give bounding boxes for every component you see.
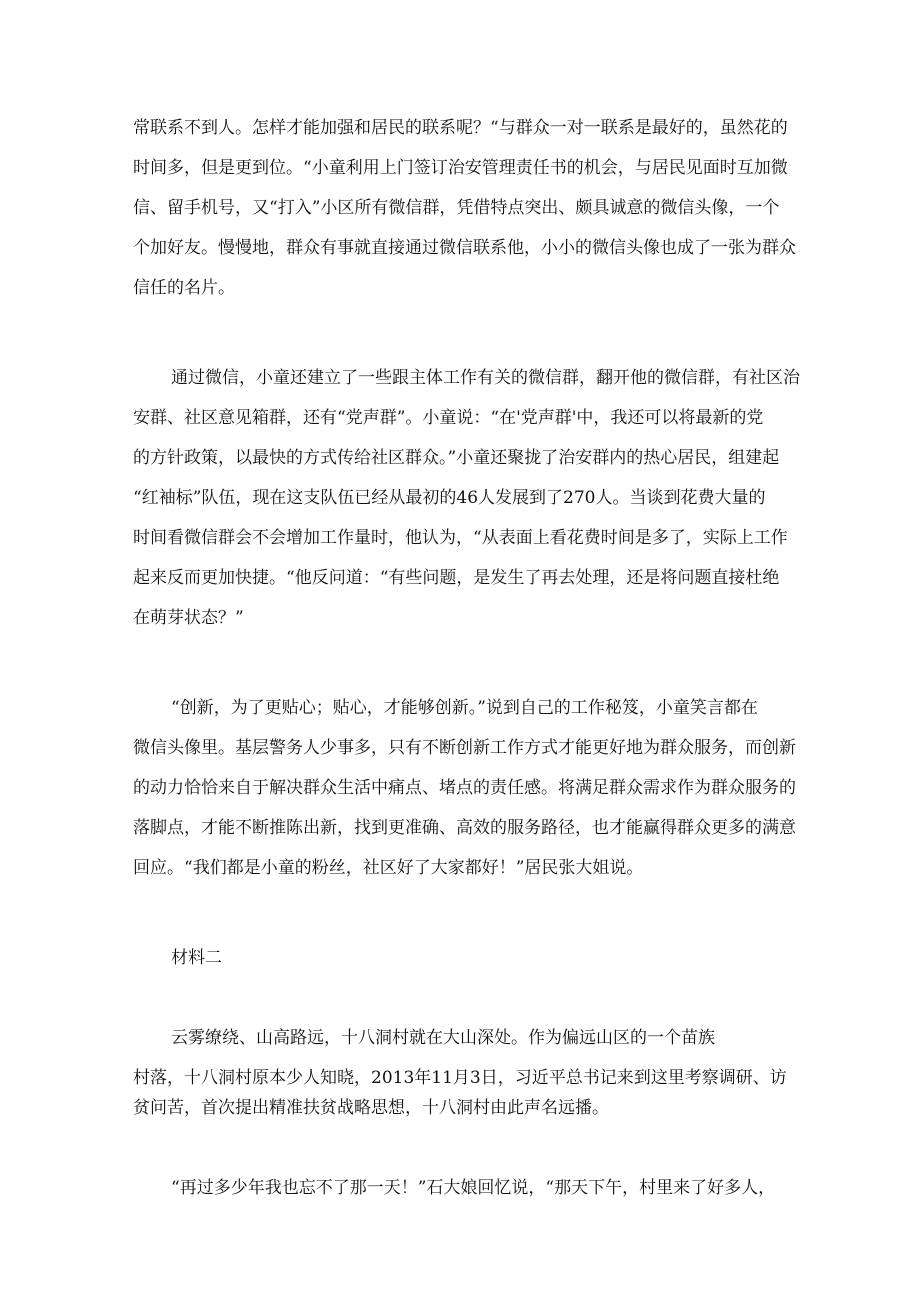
text-line: 常联系不到人。怎样才能加强和居民的联系呢？“与群众一对一联系是最好的，虽然花的 bbox=[133, 118, 788, 138]
text-line: 微信头像里。基层警务人少事多，只有不断创新工作方式才能更好地为群众服务，而创新 bbox=[133, 738, 796, 758]
text-line: 的方针政策，以最快的方式传给社区群众。”小童还聚拢了治安群内的热心居民，组建起 bbox=[133, 448, 780, 468]
text-line: 贫问苦，首次提出精准扶贫战略思想，十八洞村由此声名远播。 bbox=[133, 1098, 609, 1118]
text-line: 的动力恰恰来自于解决群众生活中痛点、堵点的责任感。将满足群众需求作为群众服务的 bbox=[133, 778, 796, 798]
text-line: 时间看微信群会不会增加工作量时，他认为，“从表面上看花费时间是多了，实际上工作 bbox=[133, 528, 788, 548]
text-line: 信任的名片。 bbox=[133, 278, 235, 298]
section-heading: 材料二 bbox=[171, 948, 222, 968]
text-line: 通过微信，小童还建立了一些跟主体工作有关的微信群，翻开他的微信群，有社区治 bbox=[171, 368, 800, 388]
text-line: 起来反而更加快捷。“他反问道：“有些问题，是发生了再去处理，还是将问题直接杜绝 bbox=[133, 568, 780, 588]
text-line: 个加好友。慢慢地，群众有事就直接通过微信联系他，小小的微信头像也成了一张为群众 bbox=[133, 238, 796, 258]
text-line: “创新，为了更贴心；贴心，才能够创新。”说到自己的工作秘笈，小童笑言都在 bbox=[171, 698, 758, 718]
text-line: 村落，十八洞村原本少人知晓，2013年11月3日，习近平总书记来到这里考察调研、访 bbox=[133, 1068, 787, 1088]
text-line: “再过多少年我也忘不了那一天！”石大娘回忆说，“那天下午，村里来了好多人， bbox=[171, 1178, 776, 1198]
text-line: 云雾缭绕、山高路远，十八洞村就在大山深处。作为偏远山区的一个苗族 bbox=[171, 1028, 715, 1048]
text-line: 信、留手机号，又“打入”小区所有微信群，凭借特点突出、颇具诚意的微信头像，一个 bbox=[133, 198, 780, 218]
text-line: 安群、社区意见箱群，还有“党声群”。小童说：“在'党声群'中，我还可以将最新的党 bbox=[133, 408, 764, 428]
text-line: 时间多，但是更到位。“小童利用上门签订治安管理责任书的机会，与居民见面时互加微 bbox=[133, 158, 788, 178]
text-line: “红袖标”队伍，现在这支队伍已经从最初的46人发展到了270人。当谈到花费大量的 bbox=[133, 488, 766, 508]
text-line: 回应。“我们都是小童的粉丝，社区好了大家都好！”居民张大姐说。 bbox=[133, 858, 644, 878]
text-line: 在萌芽状态？” bbox=[133, 608, 244, 628]
text-line: 落脚点，才能不断推陈出新，找到更准确、高效的服务路径，也才能赢得群众更多的满意 bbox=[133, 818, 796, 838]
